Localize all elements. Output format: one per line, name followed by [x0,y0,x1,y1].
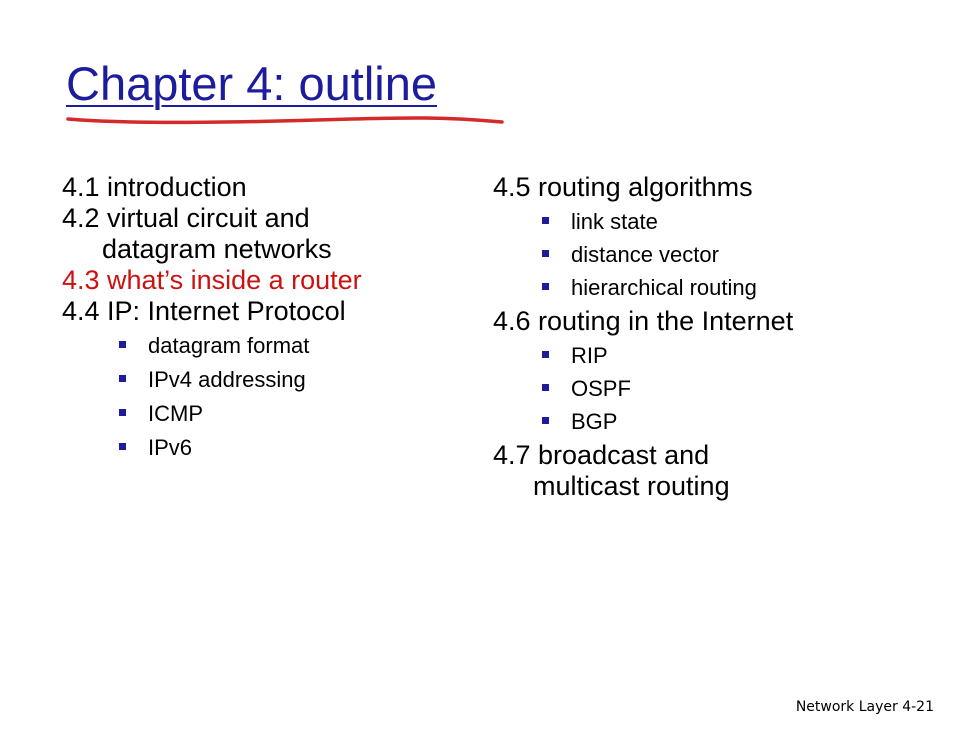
sub-topic [493,339,933,372]
sub-topic-list [493,205,933,304]
sub-topic [493,238,933,271]
title-underline-stroke [66,109,506,129]
outline-item-label: 4.4 IP: Internet Protocol [62,296,346,326]
outline-item-label: 4.5 routing algorithms [493,172,753,202]
sub-topic [493,205,933,238]
square-bullet-icon [119,341,126,348]
sub-topic [62,431,462,465]
square-bullet-icon [119,409,126,416]
outline-item-label: 4.1 introduction [62,172,247,202]
sub-topic-label: link state [571,209,658,234]
outline-item-label-current: 4.3 what’s inside a router [62,265,362,295]
outline-item-label-continued: multicast routing [533,471,730,501]
sub-topic [62,397,462,431]
outline-item-4-6 [493,306,933,438]
sub-topic-label: BGP [571,409,618,434]
sub-topic-label: OSPF [571,376,631,401]
footer-page-number: 4-21 [902,699,934,715]
outline-item-4-7 [493,440,933,502]
square-bullet-icon [542,217,549,224]
slide-footer [796,699,934,715]
sub-topic-label: IPv4 addressing [148,367,306,392]
outline-right-column [493,172,933,502]
sub-topic-label: IPv6 [148,435,193,460]
footer-section: Network Layer [795,699,898,715]
sub-topic [493,271,933,304]
sub-topic-list [493,339,933,438]
outline-item-label: 4.2 virtual circuit and [62,203,310,233]
square-bullet-icon [119,375,126,382]
outline-item-label-continued: datagram networks [102,234,332,264]
outline-item-4-4 [62,296,462,465]
outline-item-4-5 [493,172,933,304]
sub-topic [62,363,462,397]
sub-topic [493,405,933,438]
outline-item-label: 4.6 routing in the Internet [493,306,794,336]
square-bullet-icon [542,351,549,358]
square-bullet-icon [542,417,549,424]
square-bullet-icon [542,250,549,257]
sub-topic [62,329,462,363]
outline-item-label: 4.7 broadcast and [493,440,710,470]
square-bullet-icon [542,283,549,290]
sub-topic [493,372,933,405]
sub-topic-list [62,329,462,465]
slide-title: Chapter 4: outline [66,57,438,110]
outline-left-column [62,172,462,467]
sub-topic-label: ICMP [148,401,203,426]
sub-topic-label: distance vector [571,242,719,267]
outline-item-4-1 [62,172,462,203]
sub-topic-label: datagram format [148,333,310,358]
outline-item-4-2 [62,203,462,265]
square-bullet-icon [542,384,549,391]
sub-topic-label: RIP [571,343,608,368]
outline-item-4-3 [62,265,462,296]
sub-topic-label: hierarchical routing [571,275,757,300]
square-bullet-icon [119,443,126,450]
